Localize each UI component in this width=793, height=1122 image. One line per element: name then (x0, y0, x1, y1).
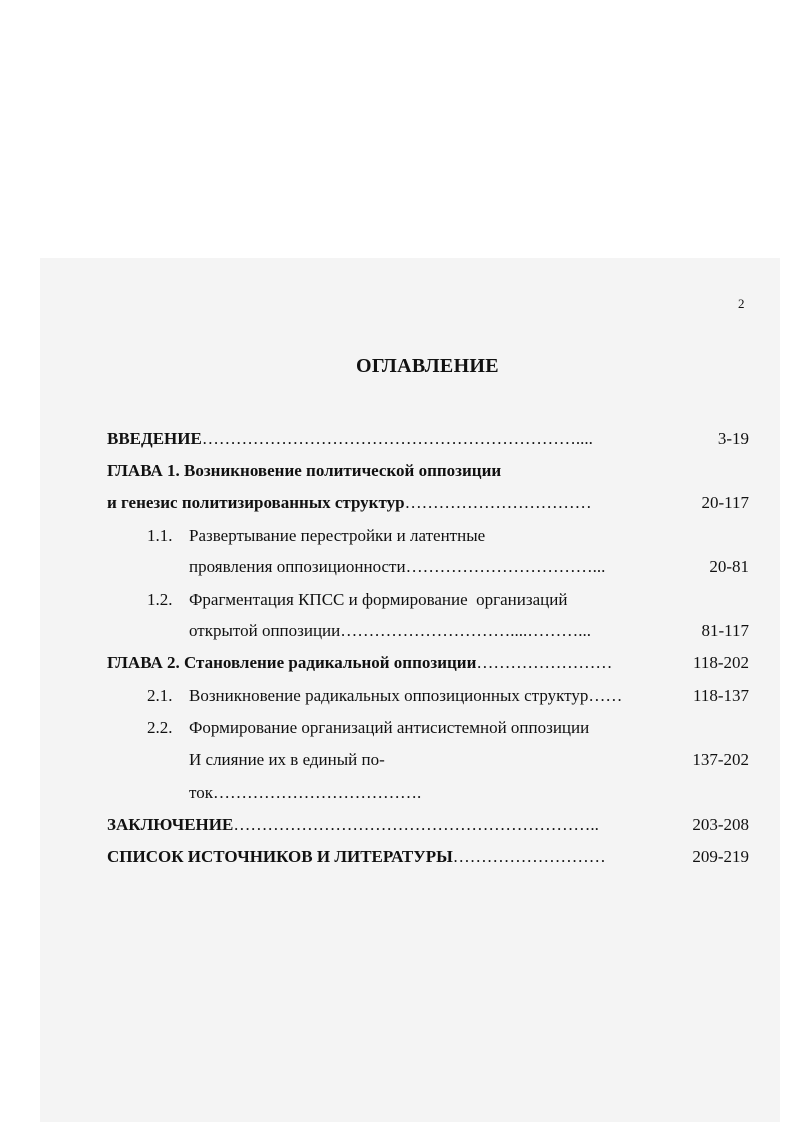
toc-entry-1-2-line2: открытой оппозиции (189, 621, 341, 640)
toc-entry-chapter1-line2: и генезис политизированных структур (107, 493, 405, 512)
section-number-2-2: 2.2. (147, 718, 173, 737)
leader-dots: …… (588, 686, 623, 705)
toc-entry-1-2[interactable] (189, 621, 591, 641)
toc-entry-2-1-pages: 118-137 (692, 686, 749, 705)
leader-dots: ……………………………... (405, 557, 606, 576)
section-number-1-2: 1.2. (147, 590, 173, 609)
toc-entry-1-1[interactable] (189, 557, 605, 577)
toc-entry-1-2-line1[interactable]: Фрагментация КПСС и формирование организаций (189, 590, 568, 609)
leader-dots: ………………………………………………………….... (201, 429, 593, 448)
toc-entry-2-2-line1[interactable]: Формирование организаций антисистемной оппозиции (189, 718, 590, 737)
toc-entry-chapter2-pages: 118-202 (692, 653, 749, 672)
toc-entry-intro-label: ВВЕДЕНИЕ (107, 429, 202, 448)
leader-dots: …………………………… (404, 493, 592, 512)
toc-entry-1-1-line2: проявления оппозиционности (189, 557, 406, 576)
toc-entry-1-2-pages: 81-117 (701, 621, 749, 640)
section-number-1-1: 1.1. (147, 526, 173, 545)
toc-entry-chapter1-line1[interactable]: ГЛАВА 1. Возникновение политической оппозиции (107, 461, 502, 480)
toc-entry-chapter1[interactable] (107, 493, 592, 513)
toc-entry-conclusion-pages: 203-208 (692, 815, 749, 834)
toc-entry-2-1[interactable] (189, 686, 622, 706)
toc-entry-conclusion[interactable] (107, 815, 599, 835)
toc-entry-2-2-line3: ток (189, 783, 213, 802)
leader-dots: ………………………………. (212, 783, 422, 802)
toc-entry-chapter2[interactable] (107, 653, 612, 673)
toc-entry-sources-label: СПИСОК ИСТОЧНИКОВ И ЛИТЕРАТУРЫ (107, 847, 453, 866)
leader-dots: ……………………… (452, 847, 606, 866)
toc-entry-2-2-line2[interactable]: И слияние их в единый по- (189, 750, 385, 769)
toc-entry-sources[interactable] (107, 847, 606, 867)
toc-entry-1-1-pages: 20-81 (709, 557, 749, 576)
leader-dots: …………………… (476, 653, 613, 672)
toc-title: ОГЛАВЛЕНИЕ (356, 355, 499, 377)
leader-dots: ……………………………………………………….. (233, 815, 599, 834)
leader-dots: …………………………....………... (340, 621, 591, 640)
toc-entry-sources-pages: 209-219 (692, 847, 749, 866)
toc-entry-intro-pages: 3-19 (717, 429, 749, 448)
toc-entry-intro[interactable] (107, 429, 593, 449)
toc-entry-2-2-pages: 137-202 (692, 750, 749, 769)
toc-entry-1-1-line1[interactable]: Развертывание перестройки и латентные (189, 526, 486, 545)
toc-entry-conclusion-label: ЗАКЛЮЧЕНИЕ (107, 815, 234, 834)
page-number: 2 (738, 296, 745, 311)
toc-entry-2-1-label: Возникновение радикальных оппозиционных структур (189, 686, 589, 705)
toc-entry-chapter2-label: ГЛАВА 2. Становление радикальной оппозиции (107, 653, 477, 672)
section-number-2-1: 2.1. (147, 686, 173, 705)
toc-entry-chapter1-pages: 20-117 (701, 493, 749, 512)
toc-entry-2-2[interactable] (189, 783, 421, 803)
